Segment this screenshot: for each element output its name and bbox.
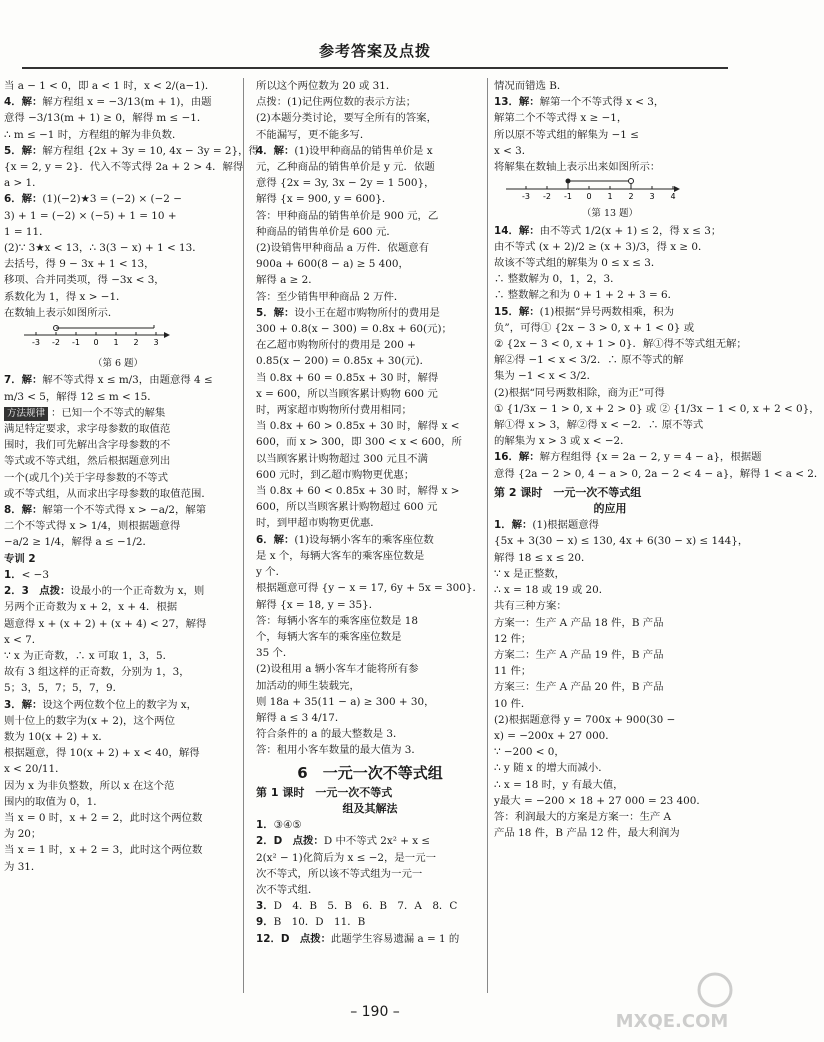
text-line: ∴ x = 18 或 19 或 20． <box>494 584 610 597</box>
text-line: 4．解：(1)设甲种商品的销售单价是 x <box>256 144 433 157</box>
text-line: 情况而错选 B． <box>494 80 568 92</box>
text-line: 共有三种方案： <box>494 600 567 613</box>
text-line: 答：利润最大的方案是方案一：生产 A <box>494 810 672 823</box>
text-line: 6．解：(1)(−2)★3 = (−2) × (−2 − <box>4 193 182 206</box>
text-line: 根据题意，得 10(x + 2) + x < 40，解得 <box>4 747 200 760</box>
text-line: 1 = 11． <box>4 225 50 238</box>
column-2 <box>256 78 484 947</box>
text-line: (2)本题分类讨论，要写全所有的答案， <box>256 112 437 125</box>
text-line: 当 0.8x + 60 = 0.85x + 30 时，解得 <box>256 371 439 384</box>
text-line: (2)根据“同号两数相除，商为正”可得 <box>494 386 665 399</box>
text-line: 11 件； <box>494 665 532 678</box>
text-line: ① {1/3x − 1 > 0, x + 2 > 0} 或 ② {1/3x − 1 < 0, x + 2 < 0}， <box>494 402 820 415</box>
column-1 <box>4 78 259 875</box>
page-header-title: 参考答案及点拨 <box>318 42 431 60</box>
text-line: ∵ x 是正整数， <box>494 567 566 580</box>
text-line: 个，每辆大客车的乘客座位数是 <box>256 630 402 643</box>
text-line: 的解集为 x > 3 或 x < −2． <box>494 435 631 448</box>
text-line: 6．解：(1)设每辆小客车的乘客座位数 <box>256 533 434 546</box>
open-point <box>629 179 634 184</box>
text-line: 0.85(x − 200) = 0.85x + 30(元)． <box>256 355 430 368</box>
text-line: ∴ m ≤ −1 时，方程组的解为非负数． <box>4 128 183 141</box>
text-line: 解第二个不等式得 x ≥ −1， <box>494 112 628 125</box>
text-line: x = 600，所以当顾客累计购物 600 元 <box>256 387 438 400</box>
text-line: 2．3 点拨：设最小的一个正奇数为 x，则 <box>4 585 205 598</box>
method-note-first: ：已知一个不等式的解集 <box>51 406 166 419</box>
text-line: 600，所以当顾客累计购物超过 600 元 <box>256 501 438 514</box>
text-line: 5．解：设小王在超市购物所付的费用是 <box>256 306 440 319</box>
text-line: 二个不等式得 x > 1/4，则根据题意得 <box>4 520 181 533</box>
text-line: 2(x² − 1)化简后为 x ≤ −2，是一元一 <box>256 851 436 864</box>
text-line: 为 20； <box>4 828 42 841</box>
lesson-2-title-cont: 的应用 <box>593 502 627 516</box>
text-line: 解②得 −1 < x < 3/2．∴ 原不等式的解 <box>494 354 684 367</box>
text-line: 14．解：由不等式 1/2(x + 1) ≤ 2，得 x ≤ 3； <box>494 224 722 237</box>
header-rule <box>22 67 728 69</box>
text-line: 所以这个两位数为 20 或 31． <box>256 80 397 92</box>
text-line: x < 20/11． <box>4 763 66 776</box>
text-line: 由不等式 (x + 2)/2 ≥ (x + 3)/3，得 x ≥ 0． <box>494 240 709 253</box>
text-line: 意得 −3/13(m + 1) ≥ 0，解得 m ≤ −1． <box>4 112 208 125</box>
text-line: 答：甲种商品的销售单价是 900 元，乙 <box>256 209 439 222</box>
text-line: 以当顾客累计购物超过 300 元且不满 <box>256 452 428 465</box>
text-line: 3) + 1 = (−2) × (−5) + 1 = 10 + <box>4 209 177 222</box>
text-line: y 个． <box>256 566 286 579</box>
text-line: 移项、合并同类项，得 −3x < 3， <box>4 274 165 287</box>
figure-6-caption: （第 6 题） <box>92 358 144 370</box>
text-line: 解①得 x > 3，解②得 x < −2．∴ 原不等式 <box>494 419 704 432</box>
text-line: 另两个正奇数为 x + 2，x + 4．根据 <box>4 601 178 614</box>
tick-label: 1 <box>607 192 613 202</box>
page-header <box>0 0 750 70</box>
tick-label: -3 <box>32 338 40 348</box>
text-line: 900a + 600(8 − a) ≥ 5 400， <box>256 258 409 271</box>
text-line: 一个(或几个)关于字母参数的不等式 <box>4 471 168 484</box>
tick-label: -1 <box>564 192 572 202</box>
text-line: 在数轴上表示如图所示． <box>4 306 119 319</box>
text-line: 300 + 0.8(x − 300) = 0.8x + 60(元)； <box>256 323 452 336</box>
text-line: ∴ y 随 x 的增大而减小． <box>494 762 609 775</box>
column-3 <box>494 78 824 841</box>
text-line: 解得 18 ≤ x ≤ 20． <box>494 551 592 564</box>
text-line: 时，两家超市购物所付费用相同； <box>256 404 412 417</box>
text-line: 符合条件的 a 的最大整数是 3． <box>256 728 404 741</box>
text-line: 当 0.8x + 60 < 0.85x + 30 时，解得 x > <box>256 485 460 498</box>
number-line-figure-6 <box>4 321 232 351</box>
text-line: 10 件． <box>494 697 532 710</box>
text-line: 15．解：(1)根据“异号两数相乘，积为 <box>494 305 674 318</box>
text-line: 故有 3 组这样的正奇数，分别为 1，3， <box>4 666 190 679</box>
text-line: (2)根据题意得 y = 700x + 900(30 − <box>494 713 676 726</box>
text-line: 种商品的销售单价是 600 元． <box>256 225 397 238</box>
text-line: 解得 {x = 18, y = 35}． <box>256 598 380 611</box>
method-note-line <box>4 405 232 421</box>
text-line: 当 a − 1 < 0，即 a < 1 时，x < 2/(a−1)． <box>4 80 216 92</box>
text-line: ② {2x − 3 < 0, x + 1 > 0}．解①得不等式组无解； <box>494 338 747 351</box>
text-line: ∴ x = 18 时，y 有最大值， <box>494 778 624 791</box>
text-line: 解得 {x = 900, y = 600}． <box>256 193 393 206</box>
text-line: 将解集在数轴上表示出来如图所示： <box>494 161 661 174</box>
text-line: 或不等式组，从而求出字母参数的取值范围． <box>4 487 212 500</box>
text-line: 去括号，得 9 − 3x + 1 < 13， <box>4 258 155 271</box>
text-line: 专训 2 <box>4 552 36 565</box>
text-line: 方案二：生产 A 产品 19 件，B 产品 <box>494 648 664 661</box>
text-line: 加活动的师生装载完， <box>256 679 360 692</box>
text-line: 当 x = 1 时，x + 2 = 3，此时这个两位数 <box>4 844 203 857</box>
text-line: 1．解：(1)根据题意得 <box>494 519 600 532</box>
tick-label: 0 <box>93 338 99 348</box>
text-line: 12 件； <box>494 632 532 645</box>
text-line: 3．D 4．B 5．B 6．B 7．A 8．C <box>256 900 458 913</box>
text-line: 5．解：解方程组 {2x + 3y = 10, 4x − 3y = 2}，得 <box>4 144 259 157</box>
text-line: 5；3，5，7；5，7，9． <box>4 682 124 695</box>
text-line: 为 31． <box>4 860 42 873</box>
text-line: 解得 a ≥ 2． <box>256 274 319 287</box>
text-line: 负”，可得① {2x − 3 > 0, x + 1 < 0} 或 <box>494 321 695 334</box>
text-line: x < 7． <box>4 633 43 646</box>
watermark-text: MXQE.COM <box>615 1011 729 1032</box>
text-line: 答：租用小客车数量的最大值为 3． <box>256 744 422 757</box>
text-line: 35 个． <box>256 647 294 660</box>
text-line: 方案三：生产 A 产品 20 件，B 产品 <box>494 681 664 694</box>
text-line: 因为 x 为非负整数，所以 x 在这个范 <box>4 779 175 792</box>
text-line: (2)设销售甲种商品 a 万件．依题意有 <box>256 242 429 255</box>
text-line: 答：每辆小客车的乘客座位数是 18 <box>256 614 418 627</box>
text-line: 题意得 x + (x + 2) + (x + 4) < 27，解得 <box>4 617 207 630</box>
text-line: 意得 {2a − 2 > 0, 4 − a > 0, 2a − 2 < 4 − a}，解得 1 < a < 2． <box>494 467 824 480</box>
text-line: 不能漏写，更不能多写． <box>256 128 371 141</box>
text-line: ∵ x 为正奇数，∴ x 可取 1，3，5． <box>4 649 173 662</box>
text-line: 则十位上的数字为(x + 2)，这个两位 <box>4 714 175 727</box>
tick-label: 2 <box>628 192 634 202</box>
number-line-figure-13 <box>494 175 726 201</box>
tick-label: 0 <box>586 192 592 202</box>
text-line: x) = −200x + 27 000． <box>494 729 616 742</box>
tick-label: 2 <box>133 338 139 348</box>
text-line: ∵ −200 < 0， <box>494 746 565 759</box>
text-line: 系数化为 1，得 x > −1． <box>4 290 127 303</box>
text-line: 当 0.8x + 60 > 0.85x + 30 时，解得 x < <box>256 420 460 433</box>
text-line: 600 元时，到乙超市购物更优惠； <box>256 468 415 481</box>
watermark-logo <box>610 965 740 1035</box>
section-title: 6 一元一次不等式组 <box>297 763 443 782</box>
text-line: 7．解：解不等式得 x ≤ m/3，由题意得 4 ≤ <box>4 374 213 387</box>
tick-label: 3 <box>153 338 159 348</box>
text-line: 次不等式，所以该不等式组为一元一 <box>256 867 423 880</box>
text-line: 2．D 点拨：D 中不等式 2x² + x ≤ <box>256 835 431 848</box>
text-line: 围内的取值为 0，1． <box>4 795 104 808</box>
text-line: ∴ 整数解之和为 0 + 1 + 2 + 3 = 6． <box>494 289 679 302</box>
text-line: 12．D 点拨：此题学生容易遗漏 a = 1 的 <box>256 932 460 945</box>
text-line: 所以原不等式组的解集为 −1 ≤ <box>494 128 639 141</box>
text-line: 在乙超市购物所付的费用是 200 + <box>256 339 416 352</box>
text-line: m/3 < 5，解得 12 ≤ m < 15． <box>4 390 158 403</box>
text-line: {x = 2, y = 2}．代入不等式得 2a + 2 > 4．解得 <box>4 161 244 174</box>
text-line: 1．③④⑤ <box>256 819 302 832</box>
text-line: 1．< −3 <box>4 568 49 581</box>
text-line: 时，到甲超市购物更优惠． <box>256 517 381 530</box>
text-line: a > 1． <box>4 177 43 190</box>
text-line: 解得 a ≤ 3 4/17． <box>256 711 346 724</box>
text-line: 次不等式组． <box>256 883 319 896</box>
figure-13-caption: （第 13 题） <box>581 208 639 220</box>
tick-label: -2 <box>52 338 60 348</box>
text-line: x < 3． <box>494 144 533 157</box>
text-line: 集为 −1 < x < 3/2． <box>494 370 597 383</box>
text-line: 600，而 x > 300，即 300 < x < 600，所 <box>256 436 462 449</box>
text-line: 数为 10(x + 2) + x． <box>4 730 109 743</box>
tick-label: -3 <box>522 192 530 202</box>
text-line: 答：至少销售甲种商品 2 万件． <box>256 290 405 303</box>
text-line: 满足特定要求，求字母参数的取值范 <box>4 423 171 436</box>
text-line: 围时，我们可先解出含字母参数的不 <box>4 439 171 452</box>
text-line: 根据题意可得 {y − x = 17, 6y + 5x = 300}． <box>256 582 483 595</box>
text-line: 4．解：解方程组 x = −3/13(m + 1)，由题 <box>4 96 212 109</box>
page-number: – 190 – <box>350 1004 400 1020</box>
tick-label: 4 <box>670 192 676 202</box>
column-divider-2 <box>487 78 488 993</box>
tick-label: -2 <box>543 192 551 202</box>
text-line: 8．解：解第一个不等式得 x > −a/2，解第 <box>4 504 207 517</box>
text-line: 方案一：生产 A 产品 18 件，B 产品 <box>494 616 664 629</box>
lesson-2-title: 第 2 课时 一元一次不等式组 <box>494 485 642 499</box>
text-line: 3．解：设这个两位数个位上的数字为 x， <box>4 698 198 711</box>
text-line: 等式或不等式组，然后根据题意列出 <box>4 455 171 468</box>
number-line-arrow <box>164 332 170 338</box>
method-tag: 方法规律 <box>4 407 48 421</box>
text-line: 元，乙种商品的销售单价是 y 元．依题 <box>256 161 435 174</box>
text-line: ∴ 整数解为 0，1，2，3． <box>494 273 621 286</box>
column-divider-1 <box>243 78 244 993</box>
text-line: 当 x = 0 时，x + 2 = 2，此时这个两位数 <box>4 811 203 824</box>
lesson-1-title: 第 1 课时 一元一次不等式 <box>256 785 393 799</box>
text-line: 意得 {2x = 3y, 3x − 2y = 1 500}， <box>256 177 435 190</box>
text-line: 则 18a + 35(11 − a) ≥ 300 + 30， <box>256 695 435 708</box>
text-line: 点拨：(1)记住两位数的表示方法； <box>256 96 417 109</box>
tick-label: 1 <box>113 338 119 348</box>
text-line: y最大 = −200 × 18 + 27 000 = 23 400． <box>494 794 707 807</box>
text-line: 9．B 10．D 11．B <box>256 916 366 929</box>
text-line: −a/2 ≥ 1/4，解得 a ≤ −1/2． <box>4 536 153 549</box>
lesson-1-title-cont: 组及其解法 <box>342 801 398 815</box>
text-line: 16．解：解方程组得 {x = 2a − 2, y = 4 − a}，根据题 <box>494 451 762 464</box>
tick-label: 3 <box>649 192 655 202</box>
text-line: 是 x 个，每辆大客车的乘客座位数是 <box>256 549 425 562</box>
text-line: 故该不等式组的解集为 0 ≤ x ≤ 3． <box>494 257 662 270</box>
text-line: (2)∵ 3★x < 13，∴ 3(3 − x) + 1 < 13． <box>4 242 203 255</box>
text-line: 13．解：解第一个不等式得 x < 3， <box>494 96 665 109</box>
text-line: {5x + 3(30 − x) ≤ 130, 4x + 6(30 − x) ≤ 144}， <box>494 535 749 548</box>
tick-label: -1 <box>72 338 80 348</box>
text-line: (2)设租用 a 辆小客车才能将所有参 <box>256 663 419 676</box>
text-line: 产品 18 件，B 产品 12 件，最大利润为 <box>494 827 680 840</box>
